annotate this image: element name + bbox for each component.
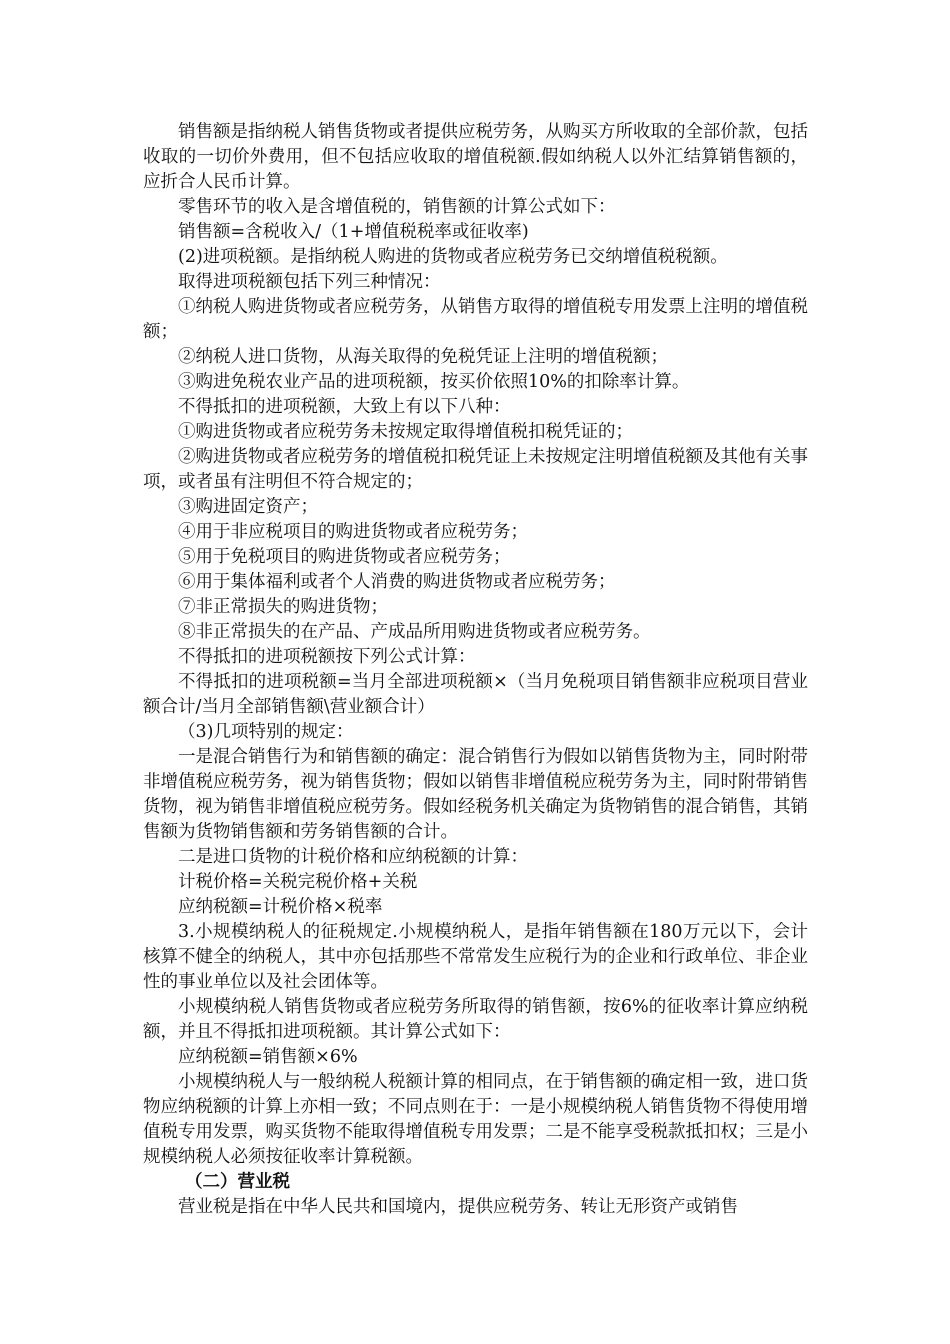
paragraph: 不得抵扣的进项税额按下列公式计算： (178, 647, 476, 667)
paragraph: 计税价格=关税完税价格+关税 (178, 872, 418, 892)
paragraph: 一是混合销售行为和销售额的确定：混合销售行为假如以销售货物为主，同时附带非增值税应税劳务，视为销售货物；假如以销售非增值税应税劳务为主，同时附带销售货物，视为销售非增值税应税劳务。假如经税务机关确定为货物销售的混合销售，其销售额为货物销售额和劳务销售额的合计。 (143, 747, 808, 842)
paragraph: ⑤用于免税项目的购进货物或者应税劳务； (178, 547, 511, 567)
paragraph: 不得抵扣的进项税额，大致上有以下八种： (178, 397, 511, 417)
paragraph: 二是进口货物的计税价格和应纳税额的计算： (178, 847, 528, 867)
paragraph: ④用于非应税项目的购进货物或者应税劳务； (178, 522, 528, 542)
paragraph: 3.小规模纳税人的征税规定.小规模纳税人，是指年销售额在180万元以下，会计核算不健全的纳税人，其中亦包括那些不常常发生应税行为的企业和行政单位、非企业性的事业单位以及社会团体等。 (143, 922, 808, 992)
paragraph: 取得进项税额包括下列三种情况： (178, 272, 441, 292)
paragraph: ②购进货物或者应税劳务的增值税扣税凭证上未按规定注明增值税额及其他有关事项，或者虽有注明但不符合规定的； (143, 447, 808, 492)
paragraph: 小规模纳税人销售货物或者应税劳务所取得的销售额，按6%的征收率计算应纳税额，并且不得抵扣进项税额。其计算公式如下： (143, 997, 808, 1042)
paragraph: ②纳税人进口货物，从海关取得的免税凭证上注明的增值税额； (178, 347, 668, 367)
paragraph: 销售额是指纳税人销售货物或者提供应税劳务，从购买方所收取的全部价款，包括收取的一切价外费用，但不包括应收取的增值税额.假如纳税人以外汇结算销售额的，应折合人民币计算。 (143, 122, 808, 192)
paragraph: ①纳税人购进货物或者应税劳务，从销售方取得的增值税专用发票上注明的增值税额； (143, 297, 808, 342)
paragraph: 零售环节的收入是含增值税的，销售额的计算公式如下： (178, 197, 616, 217)
paragraph: 销售额=含税收入/（1+增值税税率或征收率) (178, 222, 529, 242)
paragraph: ⑥用于集体福利或者个人消费的购进货物或者应税劳务； (178, 572, 616, 592)
paragraph: ③购进固定资产； (178, 497, 318, 517)
paragraph: 小规模纳税人与一般纳税人税额计算的相同点，在于销售额的确定相一致，进口货物应纳税额的计算上亦相一致；不同点则在于：一是小规模纳税人销售货物不得使用增值税专用发票，购买货物不能取得增值税专用发票；二是不能享受税款抵扣权；三是小规模纳税人必须按征收率计算税额。 (143, 1072, 808, 1167)
paragraph: ①购进货物或者应税劳务未按规定取得增值税扣税凭证的； (178, 422, 633, 442)
paragraph: 应纳税额=计税价格×税率 (178, 897, 383, 917)
section-heading: （二）营业税 (185, 1172, 290, 1192)
paragraph: ③购进免税农业产品的进项税额，按买价依照10%的扣除率计算。 (178, 372, 690, 392)
paragraph: （3)几项特别的规定： (178, 722, 354, 742)
paragraph: (2)进项税额。是指纳税人购进的货物或者应税劳务已交纳增值税税额。 (178, 247, 728, 267)
paragraph: 不得抵扣的进项税额=当月全部进项税额×（当月免税项目销售额非应税项目营业额合计/当月全部销售额\营业额合计） (143, 672, 808, 717)
paragraph: 营业税是指在中华人民共和国境内，提供应税劳务、转让无形资产或销售 (178, 1197, 738, 1217)
paragraph: ⑦非正常损失的购进货物； (178, 597, 388, 617)
paragraph: 应纳税额=销售额×6% (178, 1047, 358, 1067)
document-page (143, 120, 808, 1220)
paragraph: ⑧非正常损失的在产品、产成品所用购进货物或者应税劳务。 (178, 622, 651, 642)
